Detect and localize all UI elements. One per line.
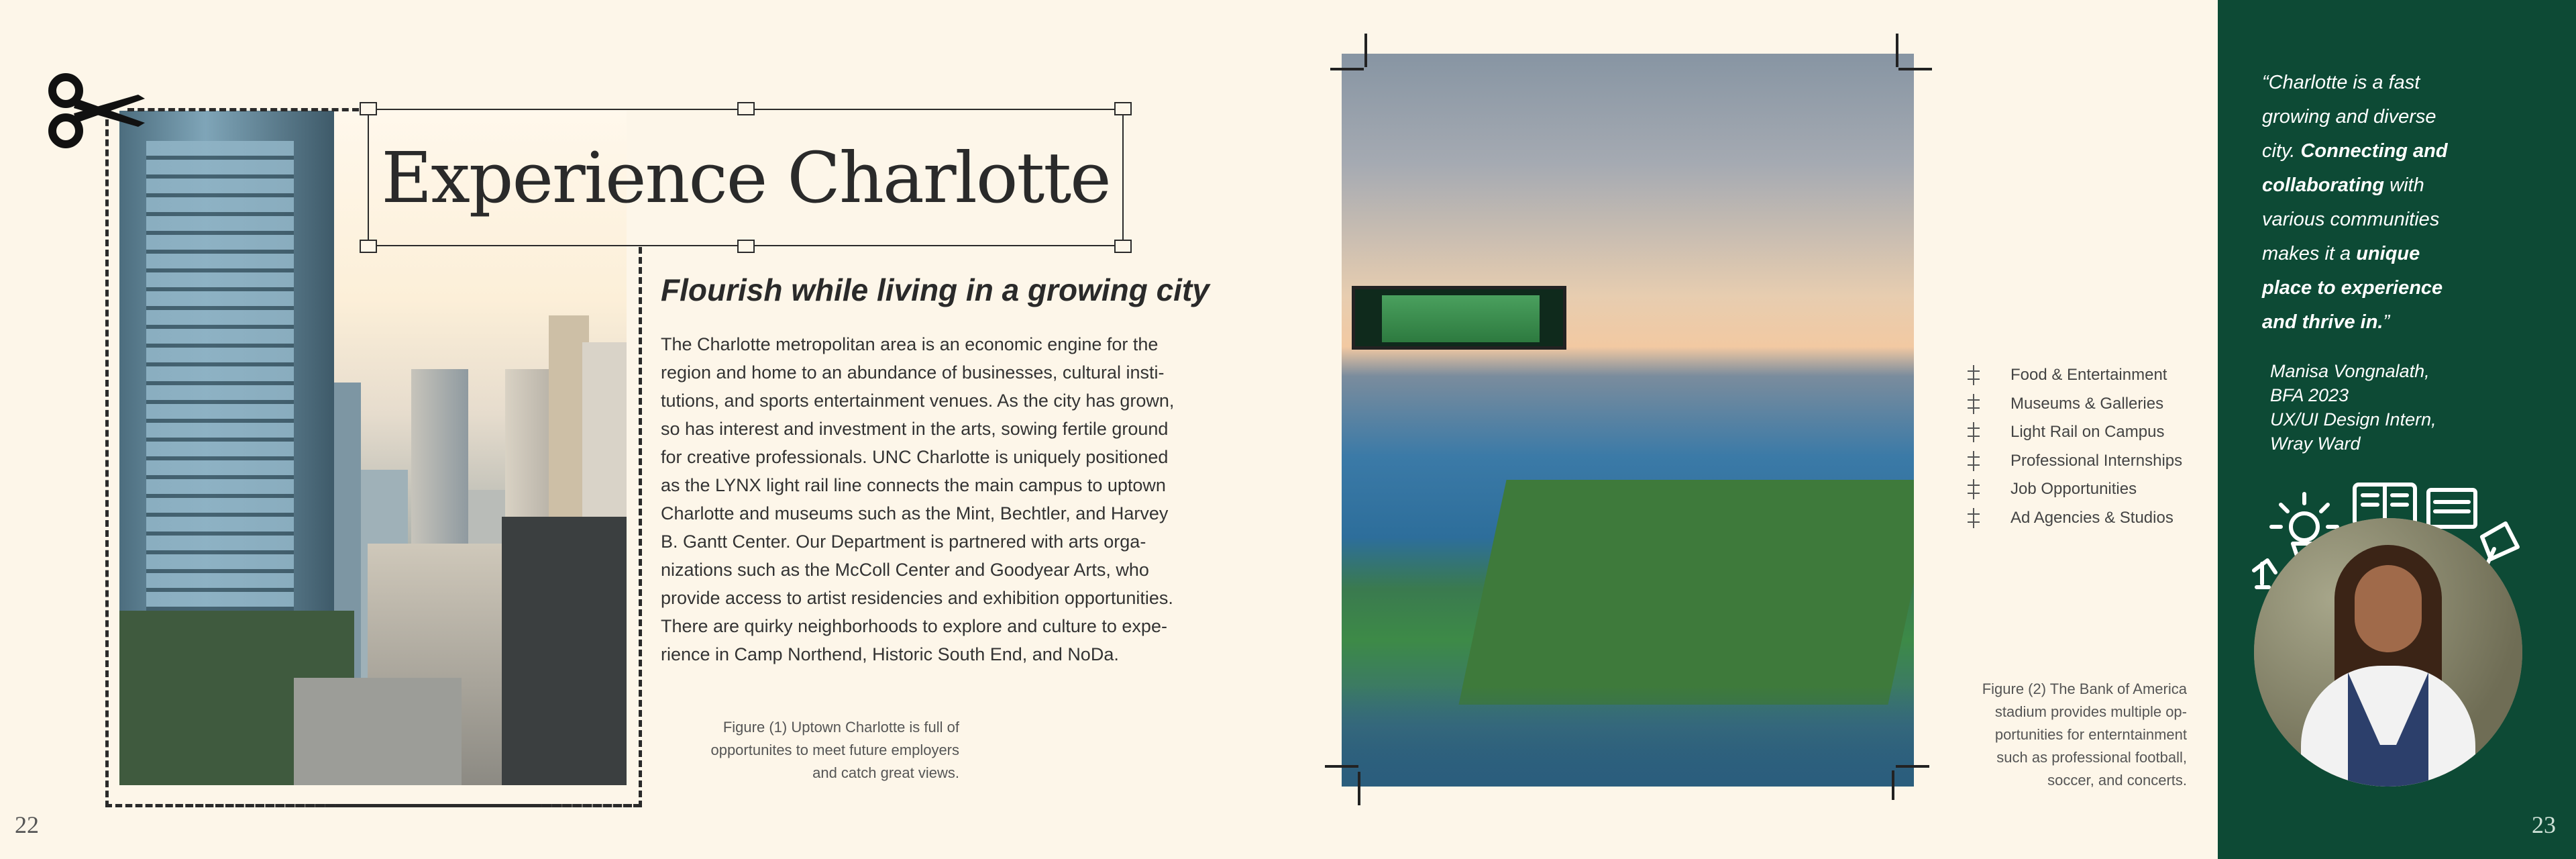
attribution-line: Manisa Vongnalath,	[2270, 361, 2430, 381]
page-title: Experience Charlotte	[381, 136, 1110, 219]
crop-mark	[1896, 765, 1929, 768]
quote-text: various communities	[2262, 209, 2440, 230]
cross-bullet-icon	[1962, 421, 1985, 444]
caption-line: portunities for enterntainment	[1994, 726, 2187, 743]
list-item	[1962, 475, 2182, 504]
caption-line: stadium provides multiple op-	[1994, 703, 2187, 720]
body-line: provide access to artist residencies and exhibition opportunities.	[661, 588, 1173, 608]
testimonial-quote	[2262, 66, 2500, 340]
quote-text: growing and diverse	[2262, 106, 2436, 128]
quote-line	[2262, 100, 2500, 134]
crop-mark	[1330, 68, 1364, 70]
crop-mark	[1364, 34, 1367, 67]
caption-line: opportunites to meet future employers	[710, 742, 959, 758]
caption-line: soccer, and concerts.	[2047, 772, 2187, 789]
caption-line: and catch great views.	[812, 764, 959, 781]
football-field	[1458, 480, 1914, 705]
portrait-photo	[2254, 518, 2522, 787]
quote-line	[2262, 203, 2500, 237]
quote-emphasis: unique	[2356, 243, 2420, 264]
body-text	[661, 330, 1238, 668]
feature-label: Light Rail on Campus	[2010, 423, 2165, 442]
quote-line	[2262, 168, 2500, 203]
cross-bullet-icon	[1962, 393, 1985, 415]
feature-label: Food & Entertainment	[2010, 366, 2167, 385]
quote-text: “Charlotte is a fast	[2262, 72, 2420, 93]
body-line: nizations such as the McColl Center and Goodyear Arts, who	[661, 560, 1149, 580]
stadium-photo	[1342, 54, 1914, 787]
quote-emphasis: place to experience	[2262, 277, 2443, 299]
scissors-icon	[44, 70, 152, 151]
crop-mark	[1896, 34, 1898, 67]
feature-label: Professional Internships	[2010, 451, 2183, 470]
page-number-right: 23	[2532, 811, 2556, 838]
quote-line	[2262, 305, 2500, 340]
quote-attribution	[2270, 359, 2491, 456]
frame-handle	[360, 102, 377, 115]
body-line: so has interest and investment in the arts, sowing fertile ground	[661, 419, 1169, 439]
body-line: Charlotte and museums such as the Mint, Bechtler, and Harvey	[661, 503, 1169, 523]
cross-bullet-icon	[1962, 478, 1985, 501]
crop-mark	[1892, 770, 1894, 800]
frame-handle	[1114, 102, 1132, 115]
body-line: as the LYNX light rail line connects the main campus to uptown	[661, 475, 1166, 495]
figure-2-caption	[1932, 678, 2187, 792]
body-line: tutions, and sports entertainment venues. As the city has grown,	[661, 391, 1175, 411]
crop-mark	[1325, 765, 1358, 768]
list-item	[1962, 447, 2182, 476]
cross-bullet-icon	[1962, 450, 1985, 472]
list-item	[1962, 504, 2182, 533]
list-item	[1962, 390, 2182, 419]
crowd-foreground	[1342, 686, 1914, 787]
attribution-line: Wray Ward	[2270, 434, 2361, 454]
quote-text: city.	[2262, 140, 2301, 162]
body-line: The Charlotte metropolitan area is an economic engine for the	[661, 334, 1159, 354]
quote-line	[2262, 237, 2500, 271]
list-item	[1962, 361, 2182, 390]
scoreboard-screen	[1382, 295, 1540, 342]
frame-handle	[1114, 240, 1132, 253]
quote-emphasis: and thrive in.	[2262, 311, 2383, 333]
quote-text: makes it a	[2262, 243, 2357, 264]
crop-mark	[1898, 68, 1932, 70]
cut-line-bottom	[105, 804, 642, 807]
subtitle: Flourish while living in a growing city	[661, 272, 1210, 307]
frame-handle	[737, 102, 755, 115]
body-line: region and home to an abundance of businesses, cultural insti-	[661, 362, 1165, 383]
feature-label: Job Opportunities	[2010, 480, 2137, 499]
quote-line	[2262, 271, 2500, 305]
list-item	[1962, 418, 2182, 447]
quote-line	[2262, 134, 2500, 168]
caption-line: Figure (2) The Bank of America	[1982, 680, 2187, 697]
cross-bullet-icon	[1962, 364, 1985, 387]
quote-emphasis: Connecting and	[2300, 140, 2448, 162]
title-box	[368, 109, 1124, 246]
quote-text: ”	[2383, 311, 2390, 333]
quote-line	[2262, 66, 2500, 100]
attribution-line: BFA 2023	[2270, 385, 2349, 405]
feature-label: Ad Agencies & Studios	[2010, 508, 2174, 527]
feature-list	[1962, 361, 2182, 532]
body-line: There are quirky neighborhoods to explore and culture to expe-	[661, 616, 1167, 636]
cross-bullet-icon	[1962, 507, 1985, 529]
page-number-left: 22	[15, 811, 39, 838]
frame-handle	[737, 240, 755, 253]
body-line: for creative professionals. UNC Charlotte is uniquely positioned	[661, 447, 1169, 467]
figure-1-caption	[644, 716, 959, 785]
cut-line-right	[639, 247, 642, 807]
body-line: B. Gantt Center. Our Department is partnered with arts orga-	[661, 532, 1146, 552]
crop-mark	[1358, 772, 1360, 805]
feature-label: Museums & Galleries	[2010, 394, 2164, 413]
quote-emphasis: collaborating	[2262, 174, 2385, 196]
frame-handle	[360, 240, 377, 253]
attribution-line: UX/UI Design Intern,	[2270, 409, 2436, 430]
cut-line-top	[127, 108, 359, 111]
quote-text: with	[2384, 174, 2424, 196]
caption-line: Figure (1) Uptown Charlotte is full of	[722, 719, 959, 736]
caption-line: such as professional football,	[1996, 749, 2187, 766]
body-line: rience in Camp Northend, Historic South End, and NoDa.	[661, 644, 1119, 664]
portrait-face	[2355, 565, 2422, 652]
